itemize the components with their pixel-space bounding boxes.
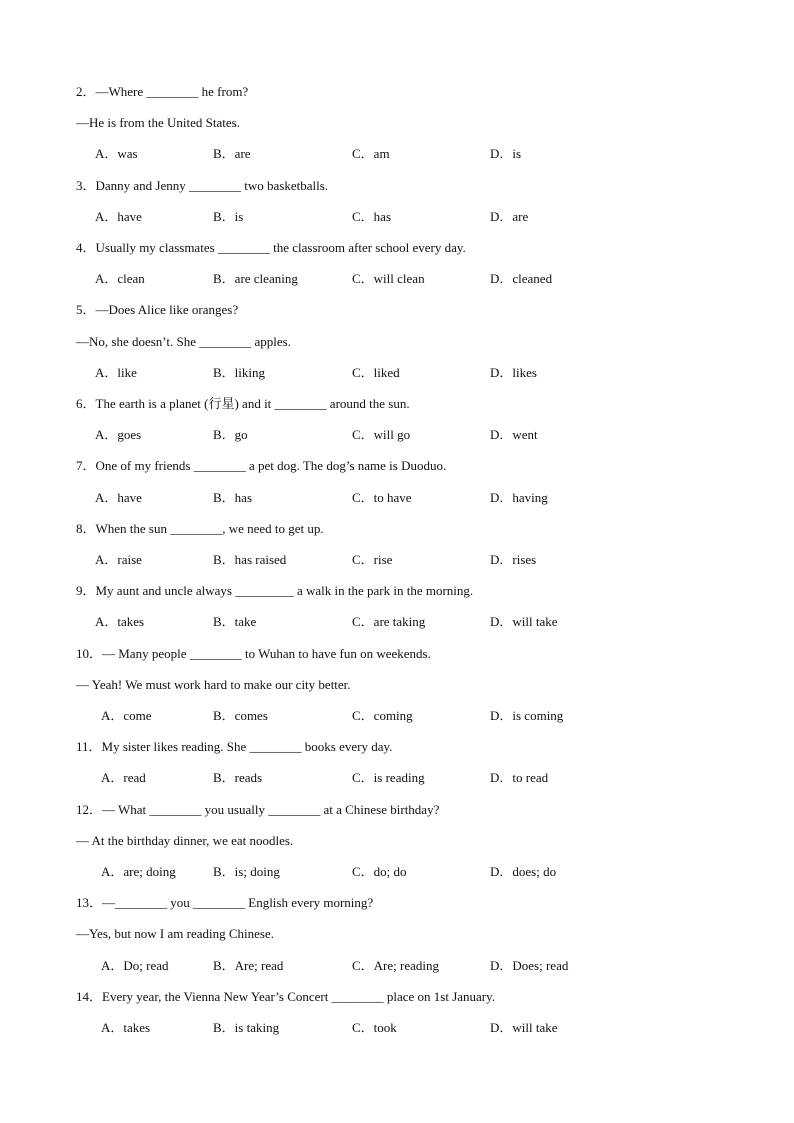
answer-option-b: B．Are; read [213, 957, 284, 973]
answer-option-a: A．read [101, 770, 146, 786]
question-stem: 8．When the sun ________, we need to get up. [76, 520, 324, 536]
question-dialog-line: — At the birthday dinner, we eat noodles. [76, 832, 294, 848]
answer-option-b: B．reads [213, 770, 263, 786]
answer-option-b: B．has raised [213, 552, 287, 567]
answer-option-a: A．was [95, 146, 138, 162]
option-row [0, 209, 794, 225]
question-stem: 6．The earth is a planet (行星) and it ________ around the sun. [76, 396, 410, 411]
answer-option-d: D．will take [490, 1020, 558, 1035]
answer-option-d: D．to read [490, 770, 549, 786]
answer-option-d: D．Does; read [490, 957, 569, 973]
answer-option-d: D．is [490, 146, 522, 162]
answer-option-d: D．rises [490, 552, 537, 567]
question-dialog-line: —Yes, but now I am reading Chinese. [76, 926, 274, 942]
answer-option-a: A．Do; read [101, 957, 169, 973]
question-dialog-line: —No, she doesn’t. She ________ apples. [76, 333, 291, 349]
question-stem: 7．One of my friends ________ a pet dog. The dog’s name is Duoduo. [76, 458, 447, 474]
answer-option-d: D．likes [490, 364, 537, 380]
answer-option-c: C．took [352, 1020, 397, 1035]
question-stem: 13．—________ you ________ English every morning? [76, 895, 374, 911]
answer-option-a: A．takes [101, 1020, 151, 1035]
answer-option-c: C．has [352, 208, 392, 224]
answer-option-d: D．cleaned [490, 271, 553, 287]
option-row [0, 614, 794, 630]
answer-option-b: B．comes [213, 708, 268, 723]
answer-option-c: C．do; do [352, 864, 407, 879]
option-row [0, 1020, 794, 1036]
answer-option-b: B．go [213, 427, 248, 443]
answer-option-d: D．are [490, 208, 529, 224]
question-stem: 11．My sister likes reading. She ________ books every day. [76, 739, 393, 755]
answer-option-a: A．like [95, 364, 137, 380]
option-row [0, 490, 794, 506]
question-stem: 9．My aunt and uncle always _________ a walk in the park in the morning. [76, 583, 474, 599]
question-stem: 3．Danny and Jenny ________ two basketballs. [76, 177, 329, 193]
answer-option-a: A．have [95, 489, 142, 505]
question-stem: 12．— What ________ you usually ________ at a Chinese birthday? [76, 801, 440, 817]
answer-option-c: C．liked [352, 364, 400, 380]
answer-option-b: B．is [213, 208, 244, 224]
question-stem: 4．Usually my classmates ________ the classroom after school every day. [76, 240, 466, 255]
answer-option-c: C．rise [352, 552, 393, 567]
answer-option-a: A．goes [95, 427, 142, 443]
answer-option-b: B．liking [213, 364, 266, 380]
answer-option-a: A．raise [95, 552, 142, 567]
answer-option-a: A．come [101, 708, 152, 723]
answer-option-b: B．take [213, 614, 257, 630]
option-row [0, 552, 794, 568]
option-row [0, 708, 794, 724]
answer-option-d: D．does; do [490, 864, 557, 879]
answer-option-c: C．Are; reading [352, 957, 440, 973]
answer-option-b: B．is taking [213, 1020, 280, 1035]
option-row [0, 864, 794, 880]
answer-option-c: C．will clean [352, 271, 425, 287]
answer-option-c: C．am [352, 146, 390, 162]
answer-option-d: D．is coming [490, 708, 564, 723]
question-stem: 5．—Does Alice like oranges? [76, 302, 239, 318]
answer-option-b: B．has [213, 489, 253, 505]
option-row [0, 427, 794, 443]
question-stem: 10．— Many people ________ to Wuhan to have fun on weekends. [76, 645, 431, 661]
answer-option-c: C．is reading [352, 770, 425, 786]
answer-option-b: B．are cleaning [213, 271, 298, 287]
answer-option-a: A．have [95, 208, 142, 224]
option-row [0, 958, 794, 974]
question-stem: 14．Every year, the Vienna New Year’s Concert ________ place on 1st January. [76, 988, 496, 1004]
option-row [0, 146, 794, 162]
answer-option-b: B．are [213, 146, 251, 162]
answer-option-c: C．coming [352, 708, 413, 723]
answer-option-b: B．is; doing [213, 864, 280, 879]
option-row [0, 365, 794, 381]
question-stem: 2．—Where ________ he from? [76, 84, 249, 99]
question-dialog-line: —He is from the United States. [76, 115, 240, 131]
answer-option-a: A．takes [95, 614, 145, 630]
answer-option-d: D．went [490, 427, 538, 443]
option-row [0, 770, 794, 786]
answer-option-c: C．are taking [352, 614, 426, 630]
answer-option-c: C．to have [352, 489, 412, 505]
answer-option-d: D．will take [490, 614, 558, 630]
answer-option-a: A．are; doing [101, 864, 176, 879]
answer-option-a: A．clean [95, 271, 145, 287]
answer-option-c: C．will go [352, 427, 411, 443]
answer-option-d: D．having [490, 489, 548, 505]
option-row [0, 271, 794, 287]
question-dialog-line: — Yeah! We must work hard to make our city better. [76, 676, 351, 692]
